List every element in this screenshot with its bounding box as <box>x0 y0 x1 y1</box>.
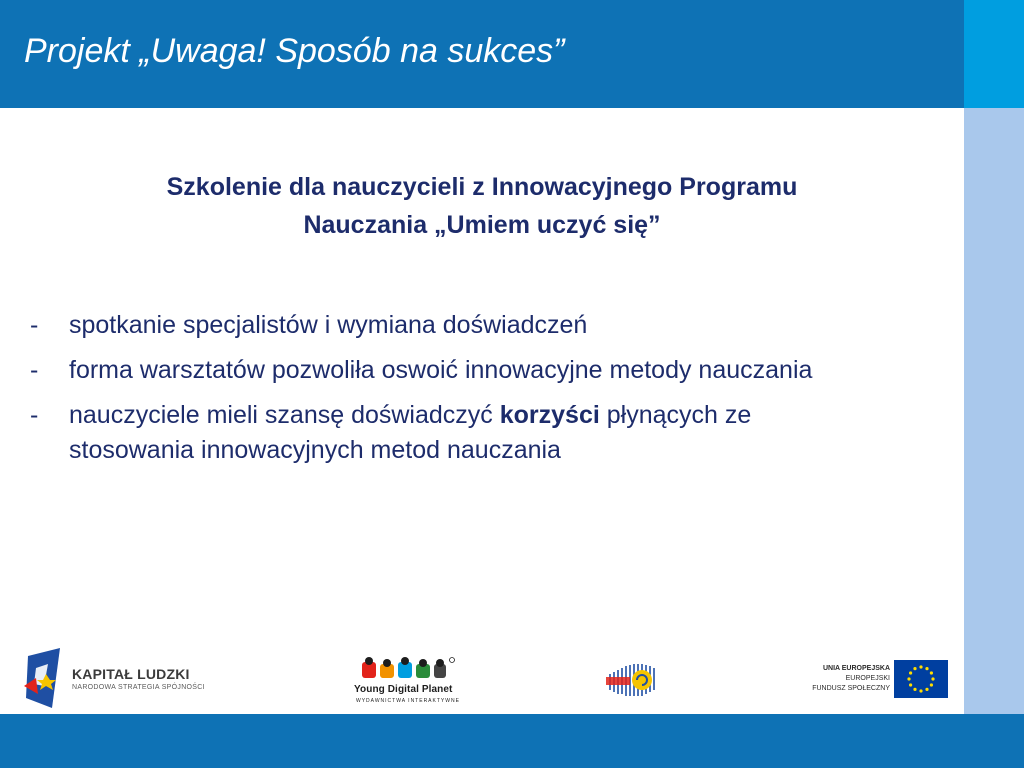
eu-text <box>812 664 890 694</box>
bullet-item <box>30 398 830 468</box>
bullet-text: spotkanie specjalistów i wymiana doświadczeń <box>69 311 588 339</box>
kapital-ludzki-emblem-icon <box>22 646 66 712</box>
slide-subtitle <box>10 168 954 244</box>
ydp-subtitle: WYDAWNICTWA INTERAKTYWNE <box>356 698 460 704</box>
kapital-ludzki-logo <box>22 646 212 712</box>
header-accent-block <box>964 0 1024 108</box>
bullet-marker: - <box>30 356 39 384</box>
bullet-item <box>30 353 830 388</box>
eu-line-3: FUNDUSZ SPOŁECZNY <box>812 685 890 692</box>
subtitle-line-1: Szkolenie dla nauczycieli z Innowacyjnego Programu <box>166 173 798 201</box>
ydp-title: Young Digital Planet <box>354 684 453 695</box>
bullet-marker: - <box>30 401 39 429</box>
ydp-characters-icon <box>350 656 460 684</box>
partner-logo <box>604 660 660 700</box>
partner-emblem-icon <box>604 660 660 700</box>
bullet-text-before: nauczyciele mieli szansę doświadczyć <box>69 401 500 429</box>
bullet-item <box>30 308 830 343</box>
header-bar <box>0 0 964 108</box>
subtitle-line-2: Nauczania „Umiem uczyć się” <box>303 211 661 239</box>
eu-line-2: EUROPEJSKI <box>845 675 890 682</box>
side-strip <box>964 108 1024 714</box>
kapital-ludzki-title: KAPITAŁ LUDZKI <box>72 666 190 682</box>
eu-logo <box>808 658 950 702</box>
bullet-bold-text: korzyści <box>499 401 600 429</box>
bullet-list <box>30 308 830 478</box>
footer-bar <box>0 714 1024 768</box>
ydp-logo <box>350 656 460 706</box>
kapital-ludzki-subtitle: NARODOWA STRATEGIA SPÓJNOŚCI <box>72 684 205 691</box>
bullet-text: forma warsztatów pozwoliła oswoić innowacyjne metody nauczania <box>69 356 813 384</box>
bullet-text-after: płynących ze stosowania innowacyjnych metod nauczania <box>69 401 752 464</box>
eu-flag-icon <box>894 660 948 698</box>
slide-title: Projekt „Uwaga! Sposób na sukces” <box>24 32 565 70</box>
bullet-marker: - <box>30 311 39 339</box>
eu-line-1: UNIA EUROPEJSKA <box>822 665 890 672</box>
